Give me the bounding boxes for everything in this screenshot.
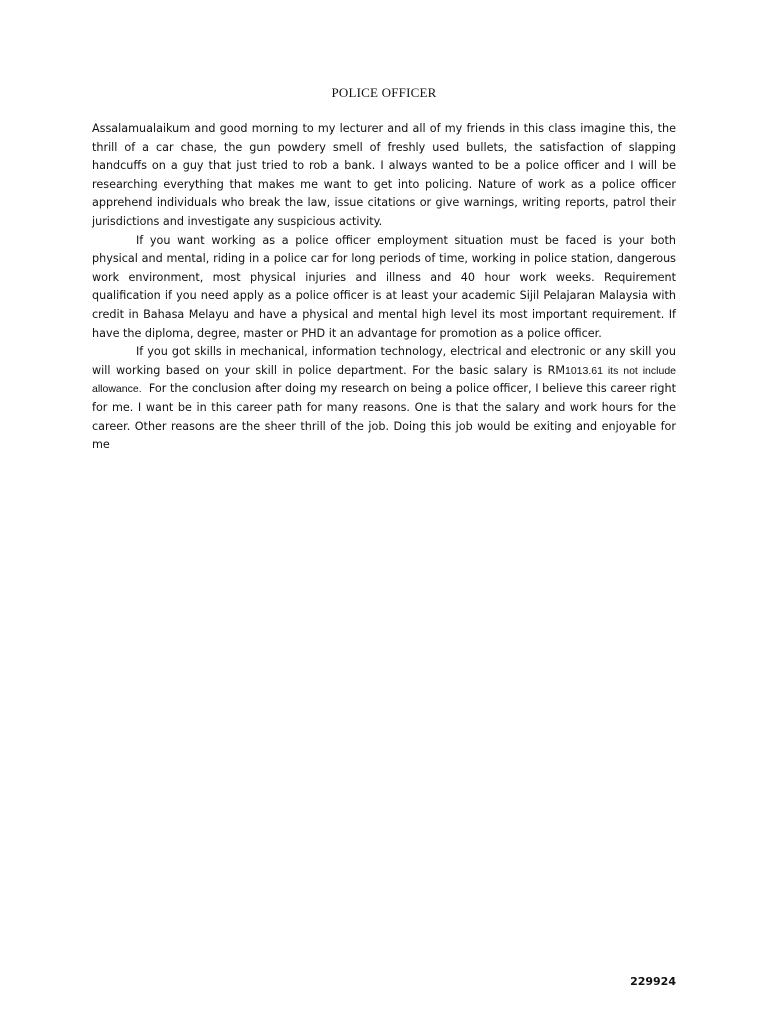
paragraph-skills-conclusion — [92, 343, 676, 455]
paragraph-skills-text: If you got skills in mechanical, information technology, electrical and electronic or any skill you will working based on your skill in police department. For the basic salary is RM — [92, 345, 676, 377]
paragraph-introduction: Assalamualaikum and good morning to my lecturer and all of my friends in this class imagine this, the thrill of a car chase, the gun powdery smell of freshly used bullets, the satisfaction of slapping handcuffs on a guy that just tried to rob a bank. I always wanted to be a police officer and I will be researching everything that makes me want to get into policing. Nature of work as a police officer apprehend individuals who break the law, issue citations or give warnings, writing reports, patrol their jurisdictions and investigate any suspicious activity. — [92, 122, 676, 228]
paragraph-employment: If you want working as a police officer employment situation must be faced is your both physical and mental, riding in a police car for long periods of time, working in police station, dangerous work environment, most physical injuries and illness and 40 hour work weeks. Requirement qualification if you need apply as a police officer is at least your academic Sijil Pelajaran Malaysia with credit in Bahasa Melayu and have a physical and mental high level its most important requirement. If have the diploma, degree, master or PHD it an advantage for promotion as a police officer. — [92, 233, 676, 340]
document-title: POLICE OFFICER — [331, 85, 437, 100]
paragraph-conclusion-text: For the conclusion after doing my research on being a police officer, I believe this career right for me. I want be in this career path for many reasons. One is that the salary and work hours for the career. Other reasons are the sheer thrill of the job. Doing this job would be exiting and enjoyable for me — [92, 382, 676, 452]
document-body — [92, 120, 676, 455]
page-number: 229924 — [630, 975, 676, 988]
salary-text: 1013.61 its not include allowance. — [92, 364, 676, 396]
